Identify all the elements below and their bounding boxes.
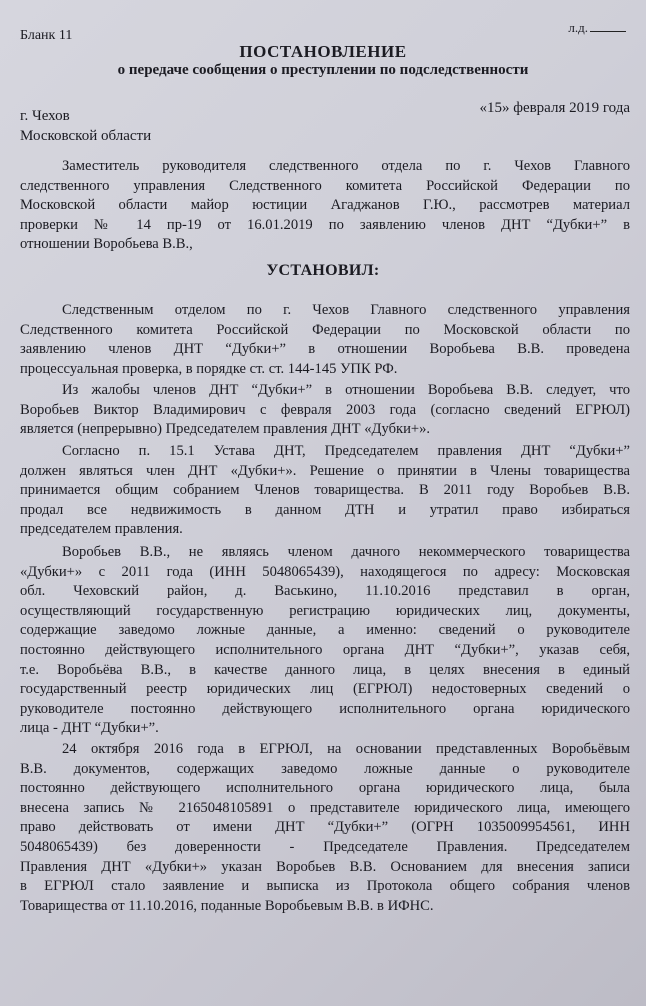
sheet-number-blank	[590, 20, 626, 32]
text-line: государственный реестр юридических лиц (ЕГРЮЛ) недостоверных сведений о	[20, 681, 630, 698]
text-line: внесена запись № 2165048105891 о представителе юридического лица, имеющего	[20, 799, 630, 816]
text-line: процессуальная проверка, в порядке ст. ст. 144-145 УПК РФ.	[20, 360, 398, 377]
text-line: осуществляющий государственную регистрацию юридических лиц, документы,	[20, 602, 630, 619]
document-title: ПОСТАНОВЛЕНИЕ	[239, 42, 407, 61]
text-line: Заместитель руководителя следственного отдела по г. Чехов Главного	[62, 158, 630, 174]
text-line: Воробьев Виктор Владимирович с февраля 2003 года (согласно сведений ЕГРЮЛ)	[20, 401, 630, 418]
text-line: постоянно действующего исполнительного органа ДНТ “Дубки+”, указав себя,	[20, 641, 630, 658]
form-label: Бланк 11	[20, 28, 73, 43]
paragraph-4	[20, 543, 630, 739]
text-line: «Дубки+» с 2011 года (ИНН 5048065439), находящегося по адресу: Московская	[20, 563, 630, 580]
text-line: постоянно действующего исполнительного органа юридического лица, была	[20, 780, 630, 797]
paragraph-3	[20, 442, 630, 540]
text-line: Московской области майор юстиции Агаджанов Г.Ю., рассмотрев материал	[20, 197, 630, 214]
text-line: в ЕГРЮЛ стало заявление и выписка из Протокола общего собрания членов	[20, 878, 630, 895]
intro-paragraph	[20, 157, 630, 255]
document-date: «15» февраля 2019 года	[479, 100, 630, 116]
text-line: Воробьев В.В., не являясь членом дачного некоммерческого товарищества	[62, 544, 630, 560]
paragraph-2	[20, 381, 630, 440]
sheet-label: л.д.	[568, 20, 588, 35]
text-line: проверки № 14 пр-19 от 16.01.2019 по заявлению членов ДНТ “Дубки+” в	[20, 216, 630, 233]
text-line: Следственного комитета Российской Федерации по Московской области по	[20, 321, 630, 338]
text-line: продал все недвижимость в данном ДТН и утратил право избираться	[20, 501, 630, 518]
paragraph-5	[20, 740, 630, 916]
text-line: обл. Чеховский район, д. Васькино, 11.10.2016 представил в орган,	[20, 583, 630, 600]
text-line: 5048065439) без доверенности - Председателе Правления. Председателем	[20, 838, 630, 855]
city: г. Чехов	[20, 108, 70, 124]
document-subtitle: о передаче сообщения о преступлении по подследственности	[117, 62, 529, 78]
text-line: должен являться член ДНТ «Дубки+». Решение о принятии в Члены товарищества	[20, 462, 630, 479]
text-line: Следственным отделом по г. Чехов Главного следственного управления	[62, 302, 630, 318]
text-line: содержащие заведомо ложные данные, а именно: сведений о руководителе	[20, 622, 630, 639]
sheet-number	[568, 20, 626, 36]
text-line: следственного управления Следственного комитета Российской Федерации по	[20, 177, 630, 194]
text-line: Согласно п. 15.1 Устава ДНТ, Председателем правления ДНТ “Дубки+”	[62, 443, 630, 459]
section-heading: УСТАНОВИЛ:	[266, 262, 380, 279]
text-line: председателем правления.	[20, 521, 183, 538]
text-line: лица - ДНТ “Дубки+”.	[20, 720, 159, 737]
text-line: В.В. документов, содержащих заведомо ложные данные о руководителе	[20, 760, 630, 777]
text-line: заявлению членов ДНТ “Дубки+” в отношении Воробьева В.В. проведена	[20, 341, 630, 358]
text-line: 24 октября 2016 года в ЕГРЮЛ, на основании представленных Воробьёвым	[62, 741, 630, 757]
text-line: отношении Воробьева В.В.,	[20, 236, 193, 253]
region: Московской области	[20, 128, 152, 144]
text-line: Правления ДНТ «Дубки+» указан Воробьев В.В. Основанием для внесения записи	[20, 858, 630, 875]
text-line: Из жалобы членов ДНТ “Дубки+” в отношении Воробьева В.В. следует, что	[62, 382, 630, 398]
text-line: является (непрерывно) Председателем правления ДНТ «Дубки+».	[20, 421, 431, 438]
paragraph-1	[20, 301, 630, 379]
text-line: право действовать от имени ДНТ “Дубки+” (ОГРН 1035009954561, ИНН	[20, 819, 630, 836]
text-line: руководителе постоянно действующего исполнительного органа юридического	[20, 700, 630, 717]
text-line: т.е. Воробьёва В.В., в качестве данного лица, в целях внесения в единый	[20, 661, 630, 678]
text-line: принимается общим собранием Членов товарищества. В 2011 году Воробьев В.В.	[20, 482, 630, 499]
text-line: Товарищества от 11.10.2016, поданные Воробьевым В.В. в ИФНС.	[20, 897, 434, 914]
